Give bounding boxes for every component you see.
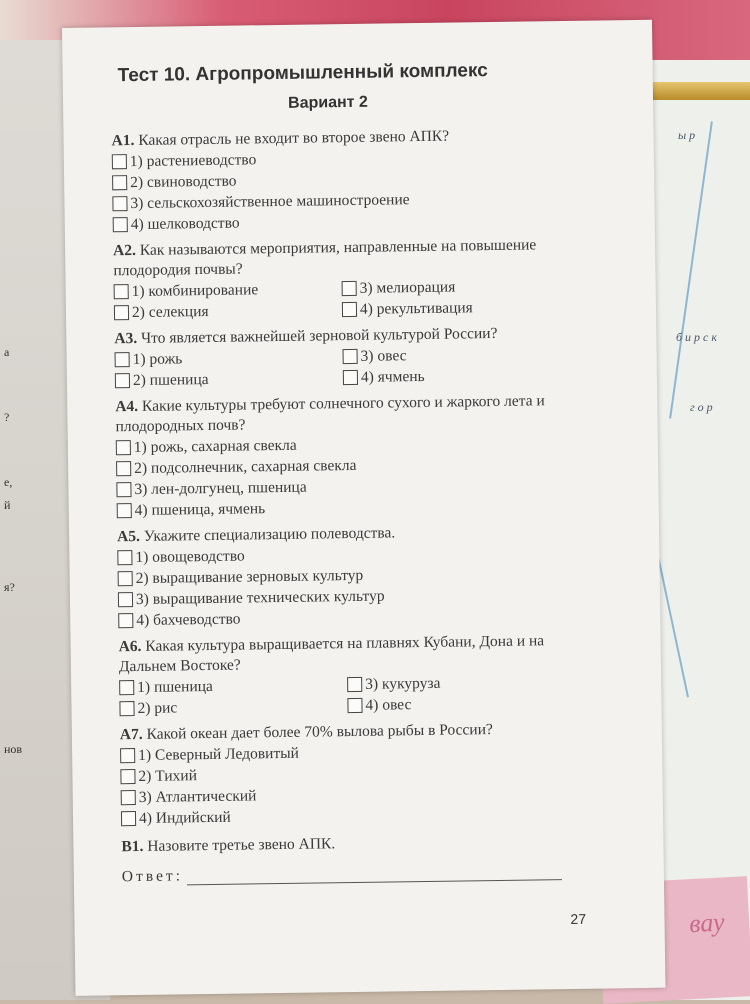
answer-label: Ответ: [121, 867, 184, 886]
answer-label: 2) Тихий [138, 767, 198, 786]
answer-label: 2) пшеница [132, 370, 209, 390]
page-subtitle: Вариант 2 [287, 93, 368, 112]
question-6 [119, 631, 590, 720]
answer-option[interactable] [347, 692, 589, 716]
answer-label: 2) подсолнечник, сахарная свекла [134, 456, 357, 478]
map-river-line [669, 121, 713, 418]
answer-label: 1) комбинирование [131, 281, 259, 301]
answer-checkbox[interactable] [343, 370, 358, 385]
answer-checkbox[interactable] [118, 571, 133, 586]
map-label: ы р [678, 128, 696, 142]
answer-label: 1) овощеводство [135, 547, 245, 567]
questions-list [111, 125, 592, 892]
answer-checkbox[interactable] [115, 373, 130, 388]
answer-label: 1) растениеводство [129, 151, 257, 171]
answer-checkbox[interactable] [342, 302, 357, 317]
question-body: Как называются мероприятия, направленные на повышение плодородия почвы? [113, 236, 537, 280]
answer-checkbox[interactable] [343, 349, 358, 364]
answer-label: 1) пшеница [137, 677, 213, 697]
answer-label: 3) Атлантический [138, 787, 257, 807]
map-label: б и р с к [676, 330, 717, 344]
card-text: вау [688, 907, 726, 939]
map-label: г о р [690, 400, 713, 414]
answer-label: 3) выращивание технических культур [135, 587, 385, 609]
answer-option[interactable] [114, 299, 342, 323]
answer-checkbox[interactable] [112, 196, 127, 211]
answer-checkbox[interactable] [120, 748, 135, 763]
question-1 [111, 125, 582, 236]
question-text [113, 235, 584, 282]
answer-input-line[interactable] [187, 861, 562, 885]
question-number: А2. [112, 241, 137, 260]
answer-label: 1) рожь, сахарная свекла [133, 436, 297, 457]
answer-checkbox[interactable] [114, 305, 129, 320]
left-page-fragment: а [4, 345, 10, 359]
answer-label: 4) шелководство [130, 214, 240, 234]
answer-label: 2) рис [137, 699, 178, 718]
answer-checkbox[interactable] [119, 701, 134, 716]
answer-label: 2) выращивание зерновых культур [135, 566, 364, 588]
question-number: А3. [114, 329, 138, 348]
question-3 [114, 323, 585, 392]
answer-checkbox[interactable] [116, 482, 131, 497]
left-page-fragment: ? [4, 410, 10, 424]
answer-label: 4) ячмень [360, 367, 425, 386]
answer-label: 4) Индийский [138, 808, 231, 828]
answer-checkbox[interactable] [117, 550, 132, 565]
question-text [119, 631, 590, 678]
left-page-fragment: я? [4, 580, 15, 594]
answer-checkbox[interactable] [115, 352, 130, 367]
question-b1 [121, 831, 592, 887]
question-number: А7. [119, 725, 143, 744]
test-page [62, 20, 665, 996]
answer-checkbox[interactable] [118, 592, 133, 607]
answer-checkbox[interactable] [116, 461, 131, 476]
question-2 [113, 235, 584, 324]
answer-option[interactable] [343, 364, 585, 388]
answer-options [120, 739, 591, 830]
answer-options [119, 671, 590, 720]
question-body: Какие культуры требуют солнечного сухого и жаркого лета и плодородных почв? [115, 392, 545, 436]
answer-checkbox[interactable] [342, 281, 357, 296]
answer-checkbox[interactable] [121, 811, 136, 826]
question-number: В1. [121, 837, 144, 856]
question-number: А4. [115, 397, 139, 416]
question-4 [115, 391, 587, 522]
question-7 [120, 719, 591, 830]
question-body: Укажите специализацию полеводства. [143, 524, 396, 545]
answer-option[interactable] [119, 695, 347, 719]
answer-label: 3) сельскохозяйственное машиностроение [130, 191, 410, 213]
question-body: Что является важнейшей зерновой культурой России? [140, 324, 498, 347]
answer-checkbox[interactable] [112, 175, 127, 190]
answer-options [116, 431, 587, 522]
left-page-fragment: нов [4, 742, 23, 756]
answer-checkbox[interactable] [119, 680, 134, 695]
answer-options [114, 343, 585, 392]
answer-label: 3) овес [360, 347, 407, 365]
answer-label: 4) рекультивация [359, 299, 473, 318]
answer-option[interactable] [342, 296, 584, 320]
answer-label: 4) овес [365, 696, 412, 714]
answer-label: 2) селекция [131, 302, 209, 322]
question-number: А1. [111, 132, 135, 150]
answer-label: 2) свиноводство [130, 172, 237, 192]
left-page-fragment: е, [4, 475, 13, 489]
question-number: А6. [118, 637, 142, 656]
question-text [115, 391, 586, 438]
page-number: 27 [570, 910, 587, 927]
answer-label: 3) мелиорация [359, 278, 456, 297]
answer-row [122, 861, 592, 887]
answer-label: 3) лен-долгунец, пшеница [134, 478, 307, 499]
answer-checkbox[interactable] [113, 217, 128, 232]
answer-checkbox[interactable] [347, 698, 362, 713]
answer-label: 1) рожь [132, 350, 183, 369]
answer-checkbox[interactable] [118, 613, 133, 628]
question-body: Назовите третье звено АПК. [147, 835, 336, 855]
answer-label: 4) бахчеводство [136, 610, 241, 630]
answer-checkbox[interactable] [114, 284, 129, 299]
answer-checkbox[interactable] [121, 790, 136, 805]
question-number: А5. [116, 527, 141, 546]
answer-option[interactable] [115, 367, 343, 391]
answer-label: 3) кукуруза [365, 674, 441, 693]
question-body: Какой океан дает более 70% вылова рыбы в России? [146, 721, 493, 743]
answer-checkbox[interactable] [120, 769, 135, 784]
answer-checkbox[interactable] [112, 154, 127, 169]
question-body: Какая отрасль не входит во второе звено АПК? [138, 127, 450, 149]
question-5 [117, 521, 588, 632]
answer-label: 1) Северный Ледовитый [138, 744, 300, 765]
page-title: Тест 10. Агропромышленный комплекс [117, 60, 488, 87]
answer-label: 4) пшеница, ячмень [134, 500, 266, 520]
answer-checkbox[interactable] [116, 440, 131, 455]
left-page-fragment: й [4, 498, 11, 512]
answer-checkbox[interactable] [347, 677, 362, 692]
answer-checkbox[interactable] [117, 503, 132, 518]
answer-options [117, 541, 588, 632]
question-text [121, 831, 591, 858]
map-hanger-rod [640, 82, 750, 100]
question-body: Какая культура выращивается на плавнях Кубани, Дона и на Дальнем Востоке? [118, 632, 545, 676]
answer-options [112, 145, 583, 236]
answer-options [114, 275, 585, 324]
